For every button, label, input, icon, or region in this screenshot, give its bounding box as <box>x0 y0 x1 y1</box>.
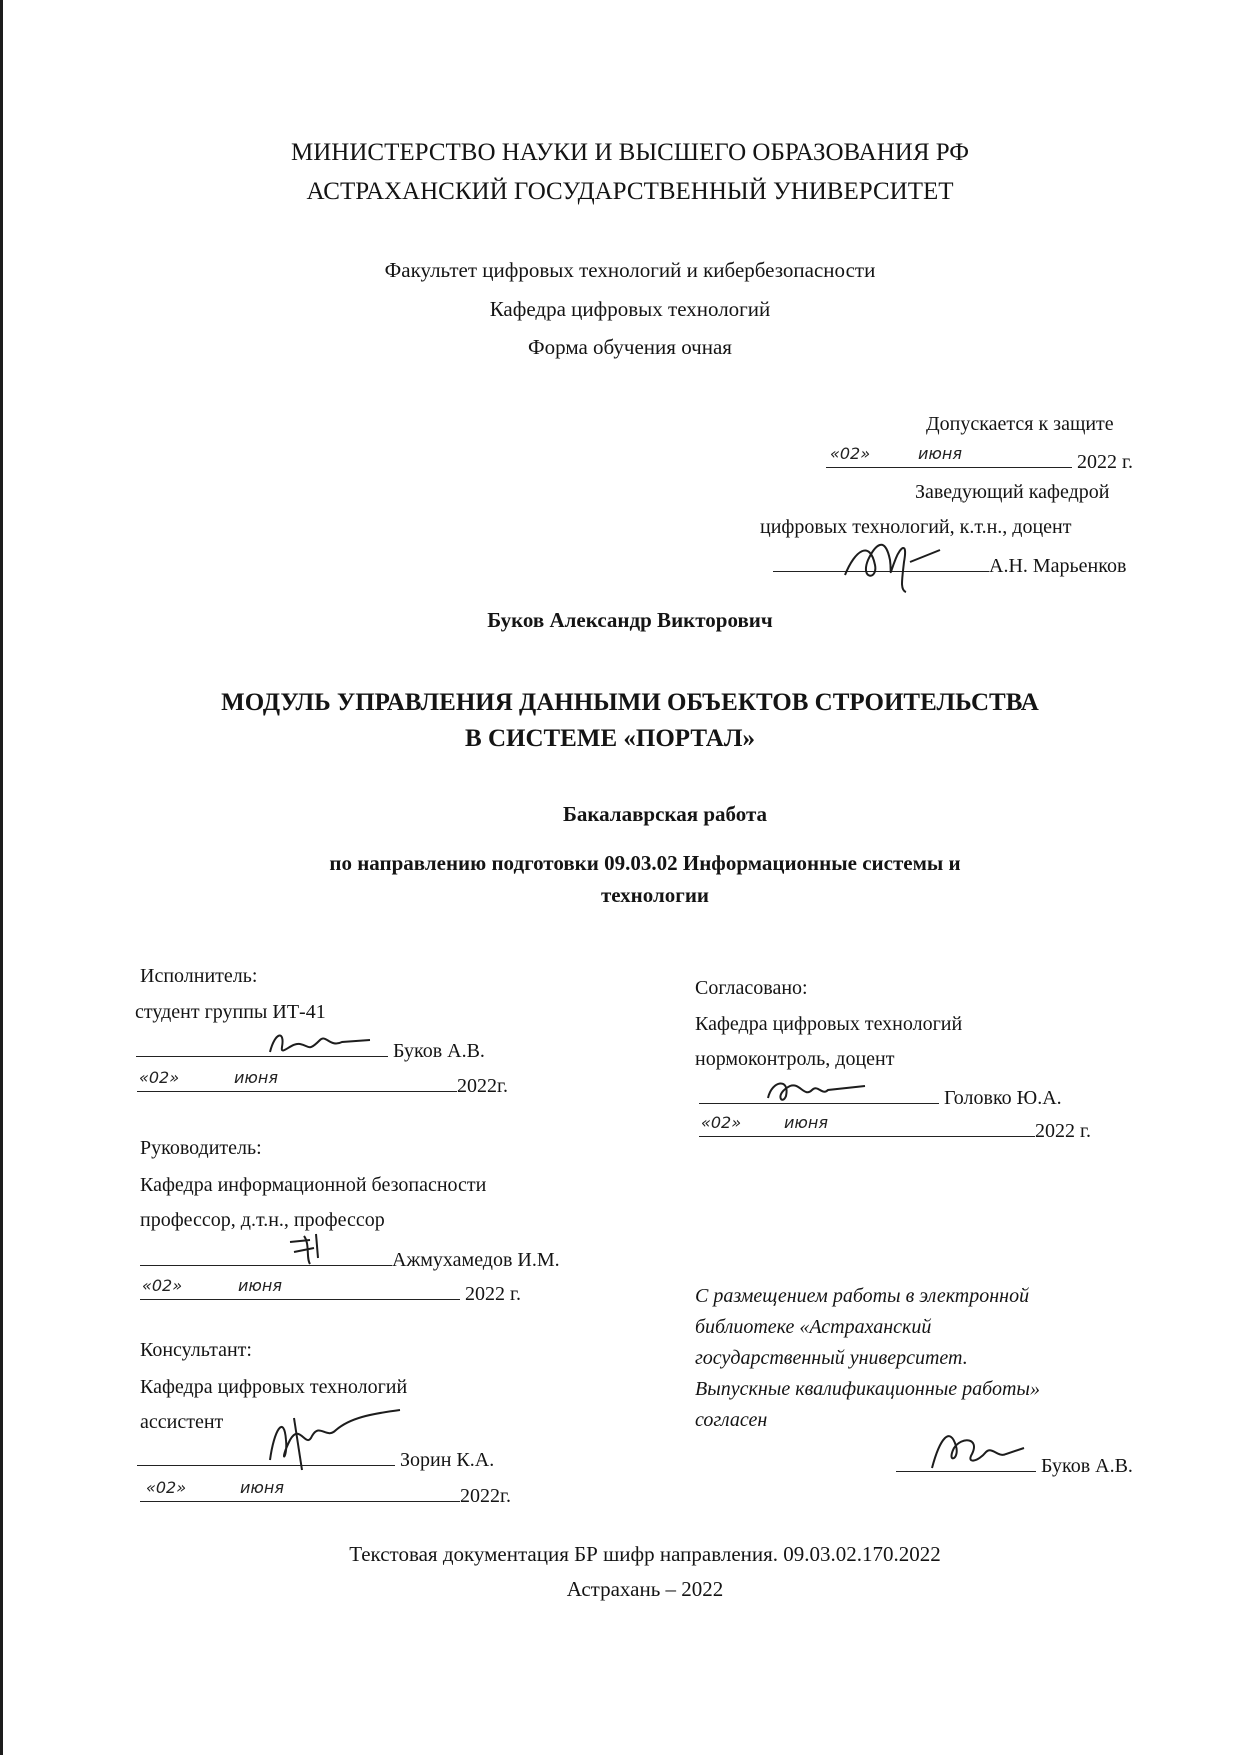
agreed-label: Согласовано: <box>695 977 808 999</box>
supervisor-signature-field <box>140 1245 392 1266</box>
city-year-line: Астрахань – 2022 <box>566 1577 724 1601</box>
executor-date-day-field <box>137 1068 199 1092</box>
agreed-date-day-field <box>699 1113 759 1137</box>
consultant-date-day-field <box>140 1478 210 1502</box>
university-heading: АСТРАХАНСКИЙ ГОСУДАРСТВЕННЫЙ УНИВЕРСИТЕТ <box>306 178 954 205</box>
agreed-date-day: «02» <box>701 1113 742 1132</box>
work-type-line3: технологии <box>600 883 710 907</box>
department-line: Кафедра цифровых технологий <box>489 297 771 321</box>
head-title-line2: цифровых технологий, к.т.н., доцент <box>760 516 1072 538</box>
approval-date-day-field <box>826 444 888 468</box>
scan-edge <box>0 0 3 1755</box>
executor-date-month: июня <box>234 1068 278 1087</box>
library-consent-line3: государственный университет. <box>695 1347 968 1369</box>
work-type-line2: по направлению подготовки 09.03.02 Информационные системы и <box>329 851 961 875</box>
supervisor-line1: Кафедра информационной безопасности <box>140 1174 487 1196</box>
consultant-line1: Кафедра цифровых технологий <box>140 1376 408 1398</box>
approval-date-year: 2022 г. <box>1077 451 1133 473</box>
consultant-date-day: «02» <box>146 1478 187 1497</box>
agreed-signature-line <box>699 1083 1062 1110</box>
consultant-label: Консультант: <box>140 1339 252 1361</box>
agreed-line1: Кафедра цифровых технологий <box>695 1013 963 1035</box>
agreed-date-month: июня <box>784 1113 828 1132</box>
executor-signature-line <box>136 1036 485 1063</box>
library-consent-signature-field <box>896 1451 1036 1472</box>
agreed-signature-field <box>699 1083 939 1104</box>
executor-date-year: 2022г. <box>457 1075 508 1097</box>
agreed-date-month-field <box>759 1113 1035 1137</box>
supervisor-label: Руководитель: <box>140 1137 262 1159</box>
approval-date <box>826 444 1133 474</box>
supervisor-date-month: июня <box>238 1276 282 1295</box>
author-name: Буков Александр Викторович <box>487 608 773 632</box>
doc-code-line: Текстовая документация БР шифр направления. 09.03.02.170.2022 <box>349 1542 941 1566</box>
supervisor-date-month-field <box>208 1276 460 1300</box>
supervisor-date-day: «02» <box>142 1276 183 1295</box>
executor-label: Исполнитель: <box>140 965 258 987</box>
agreed-name: Головко Ю.А. <box>944 1087 1062 1109</box>
agreed-date <box>699 1113 1091 1143</box>
study-form-line: Форма обучения очная <box>528 335 732 359</box>
consultant-signature-line <box>137 1445 494 1472</box>
library-consent-line5: согласен <box>695 1409 768 1431</box>
library-consent-line4: Выпускные квалификационные работы» <box>695 1378 1040 1400</box>
library-consent-name: Буков А.В. <box>1041 1455 1133 1477</box>
executor-date-month-field <box>199 1068 457 1092</box>
library-consent-signature-line <box>896 1451 1133 1478</box>
library-consent-line1: С размещением работы в электронной <box>695 1285 1030 1307</box>
executor-role: студент группы ИТ-41 <box>135 1001 326 1023</box>
supervisor-date-day-field <box>140 1276 208 1300</box>
supervisor-date-year: 2022 г. <box>465 1283 521 1305</box>
consultant-date <box>140 1478 511 1508</box>
consultant-date-year: 2022г. <box>460 1485 511 1507</box>
consultant-date-month-field <box>210 1478 460 1502</box>
admitted-label: Допускается к защите <box>926 413 1114 435</box>
approval-date-day: «02» <box>830 444 871 463</box>
library-consent-line2: библиотеке «Астраханский <box>695 1316 932 1338</box>
agreed-line2: нормоконтроль, доцент <box>695 1048 895 1070</box>
work-type-line1: Бакалаврская работа <box>562 802 768 826</box>
approval-date-month-field <box>888 444 1072 468</box>
supervisor-name: Ажмухамедов И.М. <box>392 1249 560 1271</box>
consultant-line2: ассистент <box>140 1411 224 1433</box>
head-name: А.Н. Марьенков <box>989 555 1127 577</box>
supervisor-line2: профессор, д.т.н., профессор <box>140 1209 385 1231</box>
executor-date <box>137 1068 508 1098</box>
supervisor-date <box>140 1276 521 1306</box>
faculty-line: Факультет цифровых технологий и кибербезопасности <box>384 258 876 282</box>
head-title-line1: Заведующий кафедрой <box>915 481 1110 503</box>
consultant-signature-field <box>137 1445 395 1466</box>
executor-name: Буков А.В. <box>393 1040 485 1062</box>
executor-signature-field <box>136 1036 388 1057</box>
supervisor-signature-line <box>140 1245 560 1272</box>
consultant-date-month: июня <box>240 1478 284 1497</box>
head-signature-field <box>773 551 989 572</box>
ministry-heading: МИНИСТЕРСТВО НАУКИ И ВЫСШЕГО ОБРАЗОВАНИЯ РФ <box>291 139 969 166</box>
agreed-date-year: 2022 г. <box>1035 1120 1091 1142</box>
head-signature-line <box>773 551 1126 578</box>
thesis-title-line2: В СИСТЕМЕ «ПОРТАЛ» <box>465 725 755 752</box>
consultant-name: Зорин К.А. <box>400 1449 495 1471</box>
executor-date-day: «02» <box>139 1068 180 1087</box>
approval-date-month: июня <box>918 444 962 463</box>
thesis-title-line1: МОДУЛЬ УПРАВЛЕНИЯ ДАННЫМИ ОБЪЕКТОВ СТРОИТЕЛЬСТВА <box>221 689 1039 716</box>
